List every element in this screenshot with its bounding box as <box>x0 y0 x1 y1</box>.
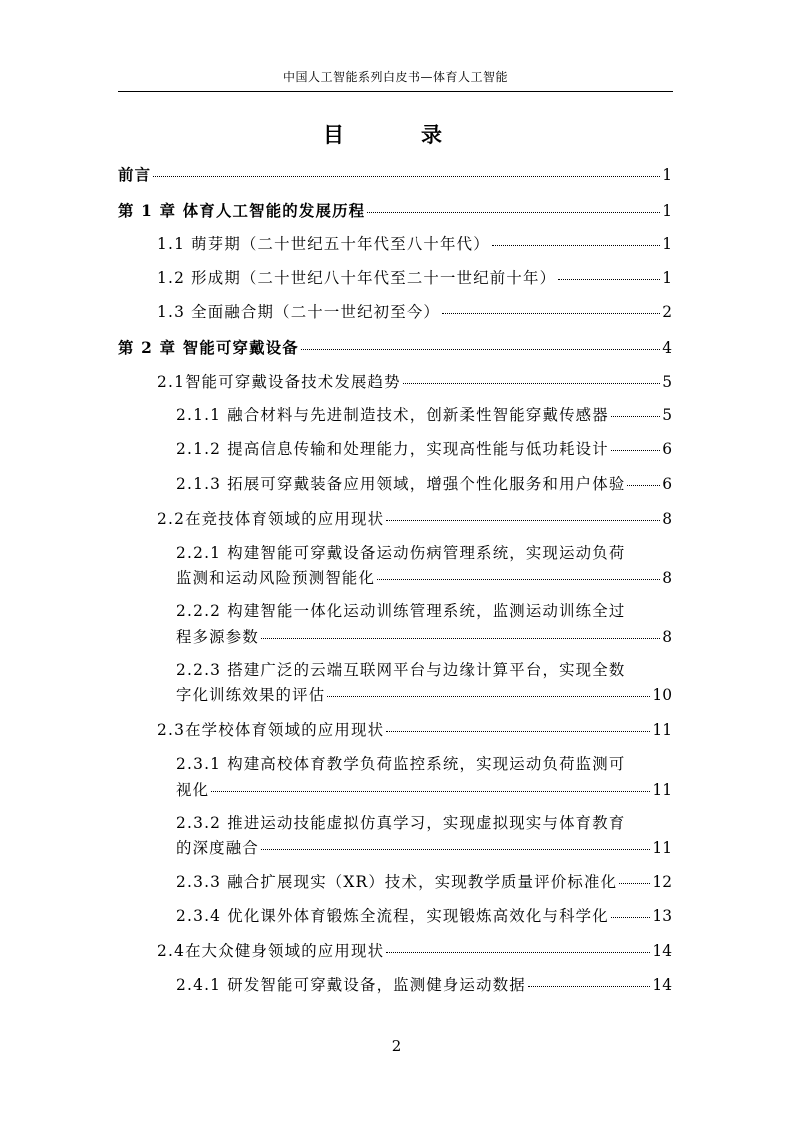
toc-page-number: 1 <box>662 269 672 287</box>
toc-leader-dots <box>211 787 650 792</box>
toc-page-number: 1 <box>662 235 672 253</box>
toc-entry-text: 2.1.1 融合材料与先进制造技术，创新柔性智能穿戴传感器 <box>176 406 609 424</box>
toc-page-number: 14 <box>652 942 672 960</box>
toc-page-number: 8 <box>662 510 672 528</box>
toc-page-number: 6 <box>662 440 672 458</box>
toc-leader-dots <box>611 913 651 918</box>
toc-entry-text: 2.4在大众健身领域的应用现状 <box>157 942 385 960</box>
toc-page-number: 13 <box>652 907 672 925</box>
toc-leader-dots <box>611 412 660 417</box>
toc-page-number: 4 <box>662 339 672 357</box>
toc-entry-preface[interactable] <box>118 165 672 185</box>
toc-leader-dots <box>327 692 650 697</box>
toc-entry-2-1-3[interactable] <box>176 474 672 494</box>
toc-entry-text: 2.2在竞技体育领域的应用现状 <box>157 510 385 528</box>
toc-leader-dots <box>261 634 660 639</box>
toc-leader-dots <box>403 379 660 384</box>
toc-entry-2-4[interactable] <box>157 941 672 961</box>
toc-entry-text: 前言 <box>118 166 152 184</box>
toc-entry-text: 2.1智能可穿戴设备技术发展趋势 <box>157 373 401 391</box>
toc-page-number: 5 <box>662 373 672 391</box>
toc-entry-2-2-2[interactable] <box>176 627 672 647</box>
toc-entry-text: 视化 <box>176 781 210 799</box>
toc-entry-chapter-2[interactable] <box>118 338 672 358</box>
toc-entry-text: 监测和运动风险预测智能化 <box>176 569 376 587</box>
running-header: 中国人工智能系列白皮书—体育人工智能 <box>118 68 673 92</box>
toc-entry-text: 的深度融合 <box>176 839 259 857</box>
toc-page-number: 2 <box>662 303 672 321</box>
toc-entry-text: 2.4.1 研发智能可穿戴设备，监测健身运动数据 <box>176 976 526 994</box>
toc-entry-1-1[interactable] <box>157 234 672 254</box>
toc-leader-dots <box>261 845 650 850</box>
toc-leader-dots <box>619 879 650 884</box>
toc-entry-2-2-3[interactable] <box>176 685 672 705</box>
toc-entry-1-2[interactable] <box>157 268 672 288</box>
toc-entry-2-2-1[interactable] <box>176 568 672 588</box>
toc-page-number: 1 <box>662 166 672 184</box>
toc-entry-2-3-1-line1[interactable]: 2.3.1 构建高校体育教学负荷监控系统，实现运动负荷监测可 <box>176 755 626 773</box>
toc-leader-dots <box>627 481 660 486</box>
toc-entry-text: 1.2 形成期（二十世纪八十年代至二十一世纪前十年） <box>157 269 557 287</box>
toc-page-number: 1 <box>662 202 672 220</box>
toc-entry-text: 2.1.3 拓展可穿戴装备应用领域，增强个性化服务和用户体验 <box>176 475 626 493</box>
toc-entry-2-1-1[interactable] <box>176 405 672 425</box>
toc-leader-dots <box>386 948 650 953</box>
toc-entry-text: 2.3.4 优化课外体育锻炼全流程，实现锻炼高效化与科学化 <box>176 907 609 925</box>
toc-page-number: 14 <box>652 976 672 994</box>
toc-entry-text: 1.1 萌芽期（二十世纪五十年代至八十年代） <box>157 235 490 253</box>
toc-entry-2-3-2[interactable] <box>176 838 672 858</box>
toc-entry-2-3-4[interactable] <box>176 906 672 926</box>
toc-page-number: 11 <box>652 839 672 857</box>
toc-entry-2-1-2[interactable] <box>176 439 672 459</box>
toc-entry-text: 程多源参数 <box>176 628 259 646</box>
toc-page-number: 5 <box>662 406 672 424</box>
toc-entry-text: 2.3在学校体育领域的应用现状 <box>157 721 385 739</box>
toc-entry-2-3-2-line1[interactable]: 2.3.2 推进运动技能虚拟仿真学习，实现虚拟现实与体育教育 <box>176 814 626 832</box>
toc-entry-2-2-3-line1[interactable]: 2.2.3 搭建广泛的云端互联网平台与边缘计算平台，实现全数 <box>176 661 626 679</box>
toc-leader-dots <box>611 446 660 451</box>
toc-page-number: 12 <box>652 873 672 891</box>
toc-entry-text: 字化训练效果的评估 <box>176 686 326 704</box>
toc-page-number: 11 <box>652 721 672 739</box>
toc-page-number: 10 <box>652 686 672 704</box>
toc-leader-dots <box>153 172 660 177</box>
toc-entry-1-3[interactable] <box>157 302 672 322</box>
toc-page-number: 8 <box>662 628 672 646</box>
toc-entry-text: 2.1.2 提高信息传输和处理能力，实现高性能与低功耗设计 <box>176 440 609 458</box>
toc-entry-chapter-1[interactable] <box>118 201 672 221</box>
toc-leader-dots <box>528 982 651 987</box>
toc-page-number: 8 <box>662 569 672 587</box>
footer-page-number: 2 <box>391 1037 402 1055</box>
toc-entry-text: 2.3.3 融合扩展现实（XR）技术，实现教学质量评价标准化 <box>176 873 618 891</box>
toc-leader-dots <box>558 275 660 280</box>
toc-leader-dots <box>301 345 660 350</box>
toc-entry-2-3-3[interactable] <box>176 872 672 892</box>
toc-entry-2-2[interactable] <box>157 509 672 529</box>
toc-entry-text: 1.3 全面融合期（二十一世纪初至今） <box>157 303 441 321</box>
toc-title: 目 录 <box>323 122 470 147</box>
toc-page-number: 6 <box>662 475 672 493</box>
toc-entry-2-2-1-line1[interactable]: 2.2.1 构建智能可穿戴设备运动伤病管理系统，实现运动负荷 <box>176 544 626 562</box>
toc-page-number: 11 <box>652 781 672 799</box>
toc-leader-dots <box>377 575 660 580</box>
toc-entry-2-3[interactable] <box>157 720 672 740</box>
toc-entry-text: 第 2 章 智能可穿戴设备 <box>118 339 299 357</box>
toc-leader-dots <box>386 727 650 732</box>
toc-leader-dots <box>442 309 660 314</box>
toc-leader-dots <box>367 208 660 213</box>
toc-entry-2-4-1[interactable] <box>176 975 672 995</box>
toc-entry-2-1[interactable] <box>157 372 672 392</box>
toc-entry-2-2-2-line1[interactable]: 2.2.2 构建智能一体化运动训练管理系统，监测运动训练全过 <box>176 602 626 620</box>
toc-entry-text: 第 1 章 体育人工智能的发展历程 <box>118 202 366 220</box>
toc-leader-dots <box>386 516 660 521</box>
toc-entry-2-3-1[interactable] <box>176 780 672 800</box>
toc-leader-dots <box>492 241 660 246</box>
